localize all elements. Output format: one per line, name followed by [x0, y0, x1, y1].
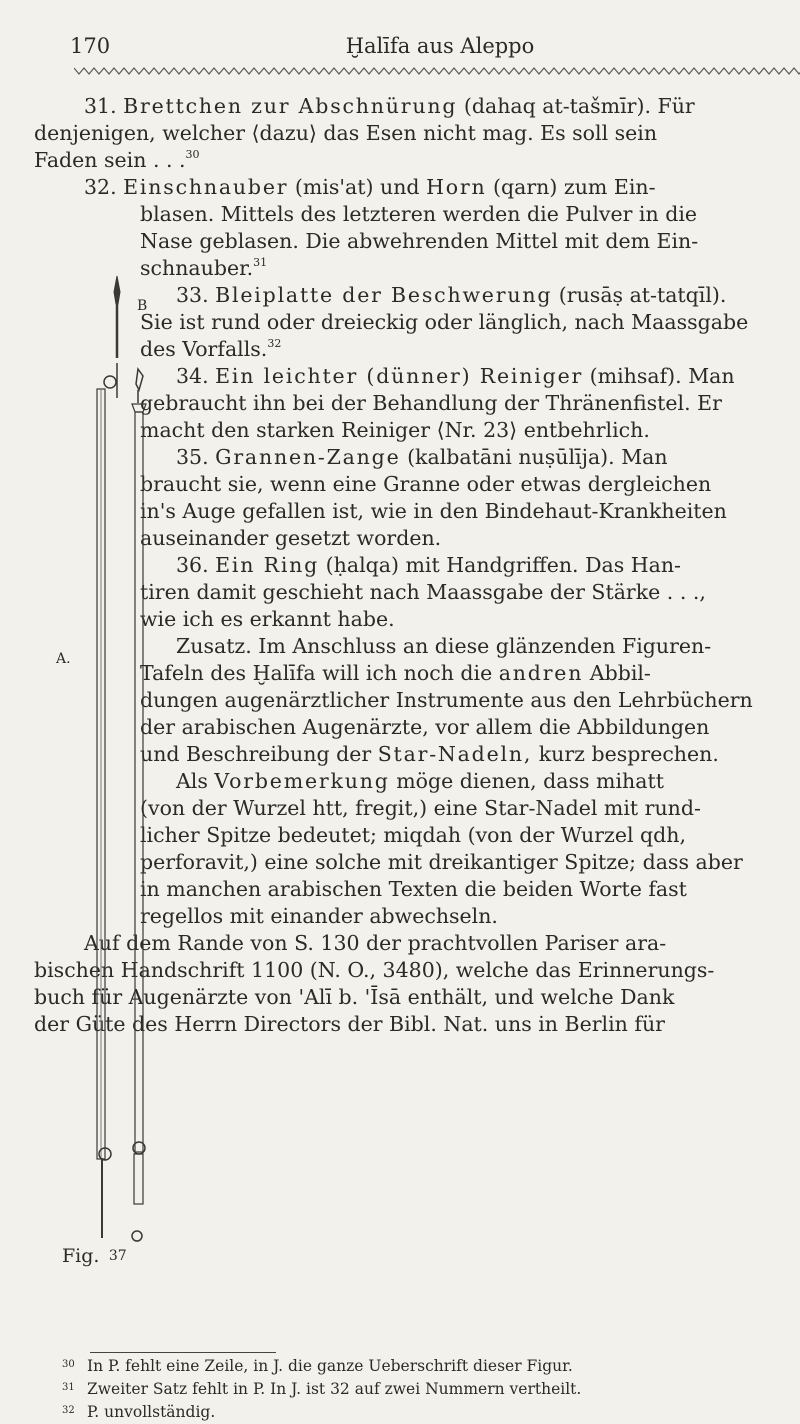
- entry-33-line: 33. Bleiplatte der Beschwerung (rusāṣ at-tatqīl).: [176, 283, 727, 307]
- entry-34-line: macht den starken Reiniger ⟨Nr. 23⟩ entbehrlich.: [140, 418, 650, 442]
- vorbemerkung-line: (von der Wurzel htt, fregit,) eine Star-Nadel mit rund-: [140, 796, 701, 820]
- entry-31-line: 31. Brettchen zur Abschnürung (dahaq at-tašmīr). Für: [84, 94, 695, 118]
- vorbemerkung-line: Als Vorbemerkung möge dienen, dass mihatt: [176, 769, 664, 793]
- entry-31-line: denjenigen, welcher ⟨dazu⟩ das Esen nicht mag. Es soll sein: [34, 121, 658, 145]
- entry-32-line: Nase geblasen. Die abwehrenden Mittel mit dem Ein-: [140, 229, 699, 253]
- entry-32-title: Einschnauber: [123, 175, 289, 199]
- footnote: 31 Zweiter Satz fehlt in P. In J. ist 32 auf zwei Nummern vertheilt.: [62, 1380, 582, 1398]
- zusatz-label: Zusatz.: [176, 634, 252, 658]
- vorbemerkung-line: regellos mit einander abwechseln.: [140, 904, 498, 928]
- entry-33-line: Sie ist rund oder dreieckig oder länglich, nach Maassgabe: [140, 310, 749, 334]
- entry-36-line: wie ich es erkannt habe.: [140, 607, 395, 631]
- entry-35-title: Grannen-Zange: [215, 445, 401, 469]
- zusatz-line: dungen augenärztlicher Instrumente aus den Lehrbüchern: [140, 688, 753, 712]
- wavy-rule: [74, 66, 800, 76]
- entry-35-line: auseinander gesetzt worden.: [140, 526, 442, 550]
- entry-31-line: Faden sein . . .$^{30}$: [34, 148, 200, 172]
- page-number: 170: [70, 34, 111, 58]
- entry-31-title: Brettchen zur Abschnürung: [123, 94, 458, 118]
- entry-35-line: braucht sie, wenn eine Granne oder etwas dergleichen: [140, 472, 712, 496]
- footnote-ref: 30: [185, 148, 200, 161]
- entry-33-title: Bleiplatte der Beschwerung: [215, 283, 553, 307]
- entry-34-line: 34. Ein leichter (dünner) Reiniger (mihsaf). Man: [176, 364, 735, 388]
- figure-label-b: B: [137, 298, 148, 314]
- zusatz-line: und Beschreibung der Star-Nadeln, kurz besprechen.: [140, 742, 719, 766]
- entry-32-line: blasen. Mittels des letzteren werden die Pulver in die: [140, 202, 698, 226]
- star-needle-figure: [50, 268, 160, 1268]
- closing-line: buch für Augenärzte von 'Alī b. 'Īsā enthält, und welche Dank: [34, 985, 675, 1009]
- entry-35-line: in's Auge gefallen ist, wie in den Bindehaut-Krankheiten: [140, 499, 727, 523]
- entry-34-line: gebraucht ihn bei der Behandlung der Thränenfistel. Er: [140, 391, 722, 415]
- vorbemerkung-line: in manchen arabischen Texten die beiden Worte fast: [140, 877, 687, 901]
- figure-caption: Fig. 37: [62, 1245, 127, 1267]
- vorbemerkung-line: perforavit,) eine solche mit dreikantiger Spitze; dass aber: [140, 850, 743, 874]
- footnote-ref: 32: [267, 337, 282, 350]
- footnote: 30 In P. fehlt eine Zeile, in J. die ganze Ueberschrift dieser Figur.: [62, 1357, 573, 1375]
- entry-32-line: 32. Einschnauber (mis'at) und Horn (qarn) zum Ein-: [84, 175, 656, 199]
- entry-36-line: tiren damit geschieht nach Maassgabe der Stärke . . .,: [140, 580, 706, 604]
- footnote-rule: [90, 1352, 276, 1353]
- zusatz-line: der arabischen Augenärzte, vor allem die Abbildungen: [140, 715, 710, 739]
- closing-line: Auf dem Rande von S. 130 der prachtvollen Pariser ara-: [84, 931, 667, 955]
- vorbemerkung-line: licher Spitze bedeutet; miqdah (von der Wurzel qdh,: [140, 823, 687, 847]
- entry-36-line: 36. Ein Ring (ḥalqa) mit Handgriffen. Das Han-: [176, 553, 681, 577]
- page-header: [70, 34, 800, 64]
- entry-33-line: des Vorfalls.$^{32}$: [140, 337, 282, 361]
- zusatz-line: Zusatz. Im Anschluss an diese glänzenden Figuren-: [176, 634, 712, 658]
- closing-line: der Güte des Herrn Directors der Bibl. Nat. uns in Berlin für: [34, 1012, 665, 1036]
- entry-36-title: Ein Ring: [215, 553, 320, 577]
- entry-34-title: Ein leichter (dünner) Reiniger: [215, 364, 584, 388]
- figure-label-a: A.: [56, 651, 71, 667]
- footnote: 32 P. unvollständig.: [62, 1403, 216, 1421]
- closing-line: bischen Handschrift 1100 (N. O., 3480), welche das Erinnerungs-: [34, 958, 715, 982]
- running-title: Ḫalīfa aus Aleppo: [345, 34, 535, 58]
- needle-a: [97, 276, 120, 1238]
- zusatz-line: Tafeln des Ḫalīfa will ich noch die andren Abbil-: [140, 661, 651, 685]
- footnotes: [62, 1355, 800, 1424]
- entry-32-line: schnauber.$^{31}$: [140, 256, 268, 280]
- needle-b: [132, 369, 146, 1241]
- entry-35-line: 35. Grannen-Zange (kalbatāni nuṣūlīja). Man: [176, 445, 668, 469]
- footnote-ref: 31: [253, 256, 268, 269]
